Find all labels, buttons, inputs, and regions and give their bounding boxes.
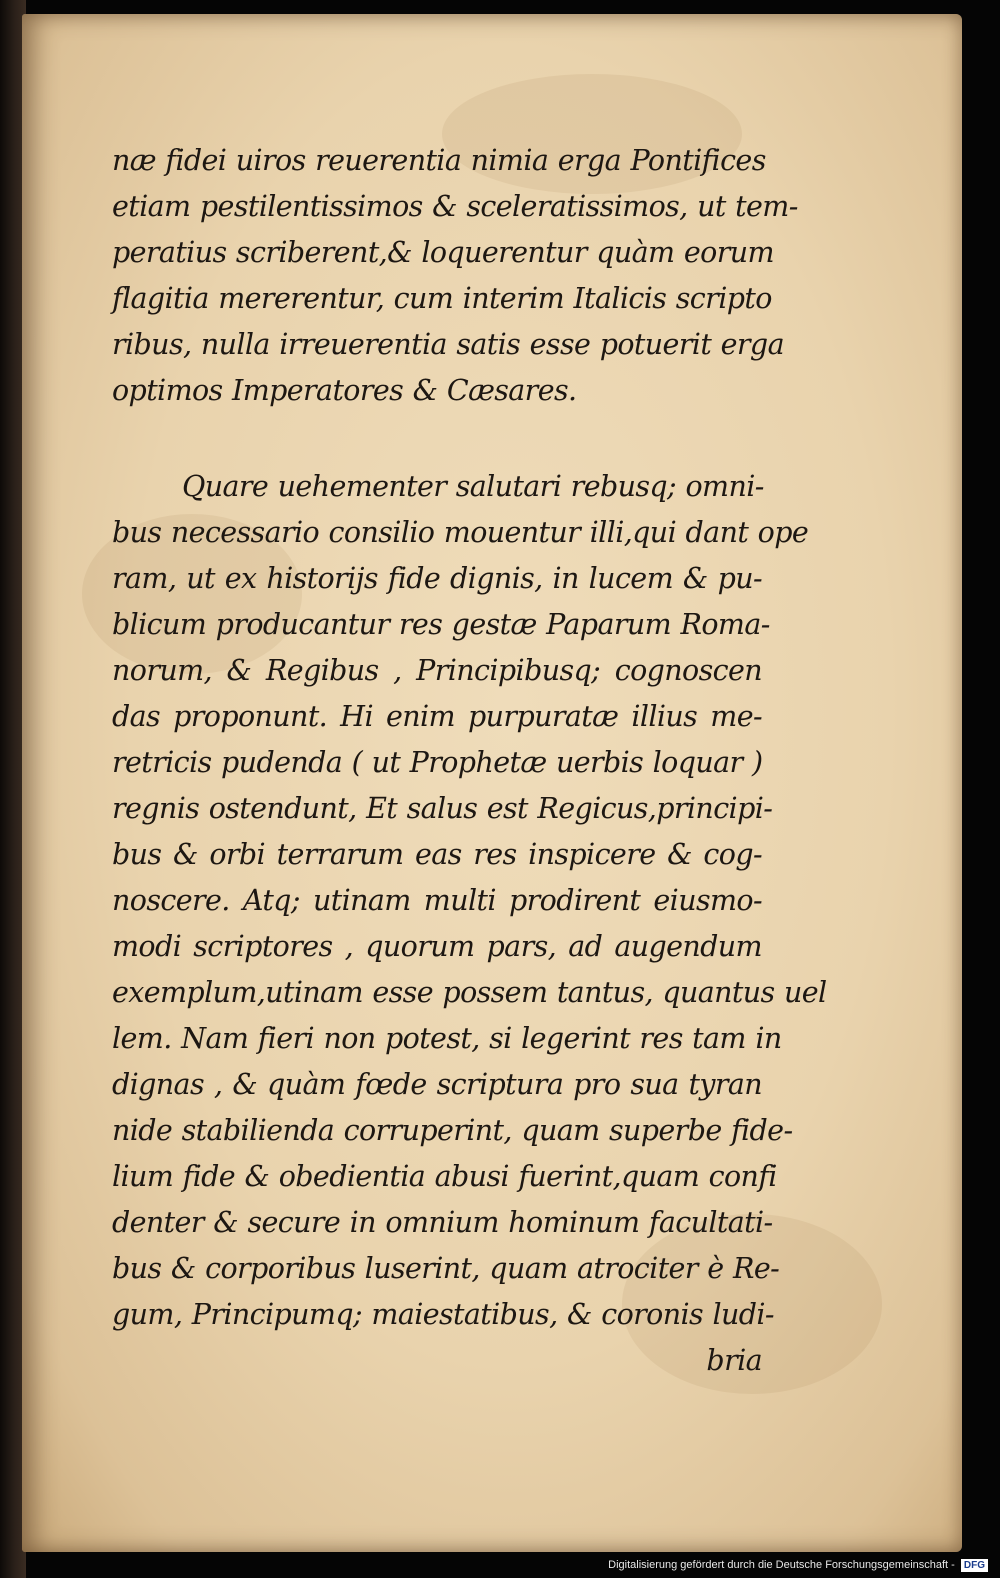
text-line: das proponunt. Hi enim purpuratæ illius me- <box>112 700 762 733</box>
text-line: næ fidei uiros reuerentia nimia erga Pontifices <box>112 144 766 177</box>
text-line: norum, & Regibus , Principibusq; cognoscen <box>112 654 762 687</box>
text-line: blicum producantur res gestæ Paparum Roma- <box>112 608 770 641</box>
text-line: Quare uehementer salutari rebusq; omni- <box>182 470 764 503</box>
text-line: bus necessario consilio mouentur illi,qui dant ope <box>112 516 809 549</box>
text-line: lium fide & obedientia abusi fuerint,quam confi <box>112 1160 777 1193</box>
text-line: flagitia mererentur, cum interim Italicis scripto <box>112 282 772 315</box>
text-line: noscere. Atq; utinam multi prodirent eiusmo- <box>112 884 762 917</box>
text-line: peratius scriberent,& loquerentur quàm eorum <box>112 236 774 269</box>
text-line: regnis ostendunt, Et salus est Regicus,principi- <box>112 792 773 825</box>
text-line: etiam pestilentissimos & sceleratissimos, ut tem- <box>112 190 798 223</box>
footer-text: Digitalisierung gefördert durch die Deutsche Forschungsgemeinschaft - <box>608 1559 955 1571</box>
text-line: modi scriptores , quorum pars, ad augendum <box>112 930 762 963</box>
text-line: lem. Nam fieri non potest, si legerint res tam in <box>112 1022 782 1055</box>
text-line: gum, Principumq; maiestatibus, & coronis ludi- <box>112 1298 774 1331</box>
dfg-logo: DFG <box>961 1559 988 1572</box>
text-line: optimos Imperatores & Cæsares. <box>112 374 577 407</box>
page-text <box>112 138 827 1384</box>
text-line: denter & secure in omnium hominum facultati- <box>112 1206 773 1239</box>
text-line: dignas , & quàm fœde scriptura pro sua tyran <box>112 1068 762 1101</box>
digitization-footer <box>608 1559 988 1572</box>
text-line: bus & orbi terrarum eas res inspicere & cog- <box>112 838 762 871</box>
text-line: bus & corporibus luserint, quam atrociter è Re- <box>112 1252 780 1285</box>
catchword: bria <box>706 1344 762 1377</box>
text-line: ribus, nulla irreuerentia satis esse potuerit erga <box>112 328 784 361</box>
text-line: nide stabilienda corruperint, quam superbe fide- <box>112 1114 793 1147</box>
text-line: ram, ut ex historijs fide dignis, in lucem & pu- <box>112 562 762 595</box>
text-line: exemplum,utinam esse possem tantus, quantus uel <box>112 976 827 1009</box>
paragraph-gap <box>112 414 762 464</box>
text-line: retricis pudenda ( ut Prophetæ uerbis loquar ) <box>112 746 763 779</box>
